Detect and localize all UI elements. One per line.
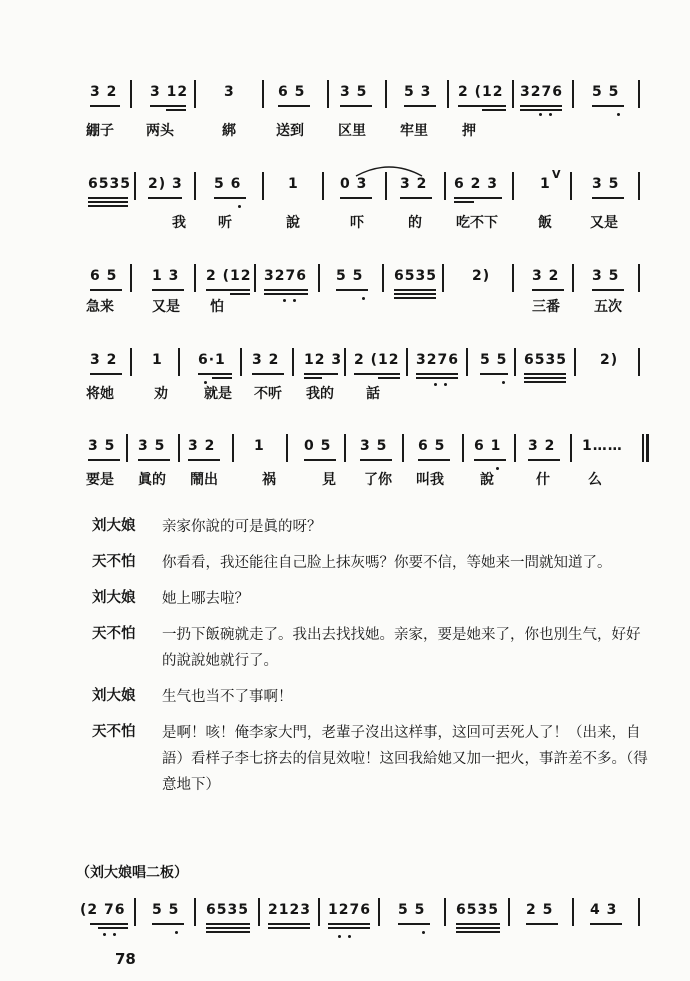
measure: 6535	[456, 902, 499, 918]
lyric-syllable: 祸	[262, 472, 276, 488]
measure: 5 5	[480, 352, 508, 368]
bar-line	[570, 172, 572, 200]
beam-underline	[264, 293, 308, 295]
bar-line	[638, 264, 640, 292]
beam-underline	[378, 377, 400, 379]
beam-underline	[456, 923, 500, 925]
lyrics-row-1	[86, 120, 646, 142]
dialogue-line	[92, 550, 652, 576]
beam-underline	[98, 927, 128, 929]
beam-underline	[90, 373, 122, 375]
measure: 6 5	[278, 84, 306, 100]
beam-underline	[278, 105, 310, 107]
octave-dot	[103, 933, 106, 936]
bar-line	[378, 898, 380, 926]
speaker-name: 天不怕	[92, 553, 136, 570]
beam-underline	[230, 293, 250, 295]
beam-underline	[394, 293, 436, 295]
measure: 1	[540, 176, 551, 192]
measure: 6 5	[90, 268, 118, 284]
beam-underline	[328, 927, 370, 929]
score-row-6	[76, 896, 648, 936]
bar-line	[262, 80, 264, 108]
beam-underline	[188, 459, 220, 461]
bar-line	[572, 264, 574, 292]
measure: 6·1	[198, 352, 226, 368]
bar-line	[318, 264, 320, 292]
measure: 6 2 3	[454, 176, 498, 192]
beam-underline	[88, 205, 128, 207]
lyric-syllable: 吓	[350, 215, 364, 231]
bar-line	[344, 348, 346, 376]
dialogue-text: 你看看，我还能往自己脸上抹灰嗎？你要不信，等她来一問就知道了。	[162, 555, 612, 571]
score-row-5	[82, 432, 647, 472]
dialogue-line	[92, 586, 652, 612]
measure: 3 2	[90, 84, 118, 100]
octave-dot	[549, 113, 552, 116]
octave-dot	[348, 935, 351, 938]
measure: 2)	[472, 268, 491, 284]
measure: 1	[254, 438, 265, 454]
measure: 5 5	[592, 84, 620, 100]
beam-underline	[454, 197, 502, 199]
beam-underline	[268, 923, 310, 925]
beam-underline	[206, 289, 250, 291]
measure: 2 5	[526, 902, 554, 918]
speaker-name: 天不怕	[92, 625, 136, 642]
lyric-syllable: 了你	[364, 472, 392, 488]
bar-line	[130, 80, 132, 108]
lyric-syllable: 又是	[152, 299, 180, 315]
bar-line	[292, 348, 294, 376]
lyric-syllable: 說	[480, 472, 494, 488]
bar-line	[444, 898, 446, 926]
beam-underline	[398, 923, 430, 925]
measure: 6 5	[418, 438, 446, 454]
beam-underline	[528, 459, 560, 461]
bar-line	[178, 348, 180, 376]
bar-line	[508, 898, 510, 926]
lyric-syllable: 綁	[222, 123, 236, 139]
lyric-syllable: 么	[588, 472, 602, 488]
beam-underline	[474, 459, 506, 461]
score-row-4	[82, 346, 647, 386]
beam-underline	[304, 377, 322, 379]
octave-dot	[175, 931, 178, 934]
bar-line	[462, 434, 464, 462]
bar-line	[572, 80, 574, 108]
bar-line	[514, 348, 516, 376]
lyric-syllable: 将她	[86, 386, 114, 402]
beam-underline	[88, 201, 128, 203]
bar-line	[232, 434, 234, 462]
bar-line	[130, 348, 132, 376]
octave-dot	[422, 931, 425, 934]
lyric-syllable: 五次	[594, 299, 622, 315]
bar-line	[240, 348, 242, 376]
bar-line	[447, 80, 449, 108]
beam-underline	[526, 923, 558, 925]
section-heading: （刘大娘唱二板）	[76, 865, 188, 881]
measure: 3 5	[592, 176, 620, 192]
bar-line	[322, 172, 324, 200]
lyric-syllable: 話	[366, 386, 380, 402]
beam-underline	[532, 289, 564, 291]
measure: 6535	[206, 902, 249, 918]
dialogue-text: 亲家你說的可是眞的呀？	[162, 519, 322, 535]
bar-line	[126, 434, 128, 462]
beam-underline	[336, 289, 368, 291]
speaker-name: 刘大娘	[92, 517, 136, 534]
beam-underline	[520, 105, 562, 107]
lyric-syllable: 押	[462, 123, 476, 139]
dialogue-text: 她上哪去啦？	[162, 591, 249, 607]
page-number: 78	[115, 950, 136, 968]
beam-underline	[304, 459, 336, 461]
measure: 3 5	[88, 438, 116, 454]
lyric-syllable: 我	[172, 215, 186, 231]
lyric-syllable: 飯	[538, 215, 552, 231]
bar-line	[444, 172, 446, 200]
lyric-syllable: 的	[408, 215, 422, 231]
measure: 3 2	[188, 438, 216, 454]
measure: 1……	[582, 438, 623, 454]
measure: 2) 3	[148, 176, 183, 192]
bar-line	[258, 898, 260, 926]
beam-underline	[148, 197, 182, 199]
measure: 5 5	[336, 268, 364, 284]
dialogue-text: 生气也当不了事啊！	[162, 689, 293, 705]
lyric-syllable: 区里	[338, 123, 366, 139]
beam-underline	[206, 927, 250, 929]
beam-underline	[88, 197, 128, 199]
bar-line	[638, 348, 640, 376]
measure: 1	[152, 352, 163, 368]
lyric-syllable: 要是	[86, 472, 114, 488]
beam-underline	[90, 923, 128, 925]
bar-line	[254, 264, 256, 292]
measure: 3276	[264, 268, 307, 284]
measure: 3 2	[400, 176, 428, 192]
bar-line	[638, 172, 640, 200]
beam-underline	[592, 105, 624, 107]
bar-line	[466, 348, 468, 376]
measure: 2)	[600, 352, 619, 368]
beam-underline	[394, 289, 436, 291]
beam-underline	[590, 923, 622, 925]
beam-underline	[360, 459, 392, 461]
measure: 6535	[88, 176, 131, 192]
dialogue-line	[92, 684, 652, 710]
lyric-syllable: 眞的	[138, 472, 166, 488]
octave-dot	[113, 933, 116, 936]
beam-underline	[90, 289, 122, 291]
octave-dot	[338, 935, 341, 938]
measure: 3 12	[150, 84, 189, 100]
measure: 1276	[328, 902, 371, 918]
beam-underline	[456, 931, 500, 933]
speaker-name: 刘大娘	[92, 687, 136, 704]
beam-underline	[418, 459, 450, 461]
bar-line	[134, 172, 136, 200]
lyric-syllable: 怕	[210, 299, 224, 315]
beam-underline	[166, 109, 186, 111]
lyrics-row-2	[86, 212, 646, 234]
measure: 6535	[524, 352, 567, 368]
beam-underline	[340, 105, 372, 107]
dialogue-line	[92, 720, 652, 798]
measure: 1 3	[152, 268, 180, 284]
bar-line	[286, 434, 288, 462]
bar-line	[638, 80, 640, 108]
lyric-syllable: 听	[218, 215, 232, 231]
measure: 4 3	[590, 902, 618, 918]
score-row-2	[82, 170, 647, 210]
bar-line	[512, 172, 514, 200]
measure: 5 5	[398, 902, 426, 918]
bar-line	[638, 898, 640, 926]
beam-underline	[456, 927, 500, 929]
bar-line	[344, 434, 346, 462]
lyric-syllable: 劝	[154, 386, 168, 402]
beam-underline	[400, 197, 432, 199]
score-row-1	[82, 78, 647, 118]
bar-line	[178, 434, 180, 462]
measure: 5 3	[404, 84, 432, 100]
lyric-syllable: 綳子	[86, 123, 114, 139]
beam-underline	[340, 197, 372, 199]
lyric-syllable: 送到	[276, 123, 304, 139]
bar-line	[194, 80, 196, 108]
beam-underline	[520, 109, 562, 111]
lyric-syllable: 什	[536, 472, 550, 488]
beam-underline	[416, 373, 458, 375]
measure: 6535	[394, 268, 437, 284]
measure: 2123	[268, 902, 311, 918]
beam-underline	[482, 109, 506, 111]
lyric-syllable: 牢里	[400, 123, 428, 139]
bar-line	[442, 264, 444, 292]
beam-underline	[206, 923, 250, 925]
bar-line	[514, 434, 516, 462]
bar-line	[194, 172, 196, 200]
measure: 3276	[520, 84, 563, 100]
slur-icon	[354, 164, 424, 178]
beam-underline	[198, 373, 232, 375]
measure: 3 5	[138, 438, 166, 454]
bar-line	[572, 898, 574, 926]
lyric-syllable: 說	[286, 215, 300, 231]
beam-underline	[88, 459, 120, 461]
lyric-syllable: 两头	[146, 123, 174, 139]
measure: 2 (12	[354, 352, 400, 368]
dialogue-line	[92, 622, 652, 674]
bar-line	[646, 434, 649, 462]
measure: 1	[288, 176, 299, 192]
beam-underline	[212, 377, 232, 379]
bar-line	[385, 80, 387, 108]
bar-line	[574, 348, 576, 376]
beam-underline	[328, 923, 370, 925]
measure: 12 3	[304, 352, 343, 368]
bar-line	[262, 172, 264, 200]
breath-mark: V	[552, 168, 562, 181]
measure: 3 2	[90, 352, 118, 368]
measure: 3 5	[592, 268, 620, 284]
beam-underline	[214, 197, 246, 199]
measure: 3 2	[528, 438, 556, 454]
bar-line	[382, 264, 384, 292]
beam-underline	[304, 373, 338, 375]
measure: 3 5	[340, 84, 368, 100]
bar-line	[194, 898, 196, 926]
beam-underline	[404, 105, 436, 107]
lyric-syllable: 見	[322, 472, 336, 488]
measure: 0 5	[304, 438, 332, 454]
beam-underline	[152, 289, 184, 291]
measure: 2 (12	[458, 84, 504, 100]
beam-underline	[416, 377, 458, 379]
measure: 2 (12	[206, 268, 252, 284]
lyric-syllable: 三番	[532, 299, 560, 315]
beam-underline	[454, 201, 474, 203]
beam-underline	[524, 373, 566, 375]
measure: 3 2	[252, 352, 280, 368]
lyric-syllable: 吃不下	[456, 215, 498, 231]
lyric-syllable: 叫我	[416, 472, 444, 488]
lyric-syllable: 又是	[590, 215, 618, 231]
bar-line	[327, 80, 329, 108]
bar-line	[194, 264, 196, 292]
measure: 3276	[416, 352, 459, 368]
octave-dot	[238, 205, 241, 208]
lyrics-row-5	[86, 469, 646, 491]
beam-underline	[138, 459, 170, 461]
beam-underline	[592, 289, 624, 291]
beam-underline	[206, 931, 250, 933]
bar-line	[406, 348, 408, 376]
beam-underline	[90, 105, 120, 107]
bar-line	[402, 434, 404, 462]
beam-underline	[524, 377, 566, 379]
measure: 5 6	[214, 176, 242, 192]
beam-underline	[150, 105, 186, 107]
bar-line	[318, 898, 320, 926]
beam-underline	[268, 927, 310, 929]
bar-line	[570, 434, 572, 462]
speaker-name: 刘大娘	[92, 589, 136, 606]
measure: 3 5	[360, 438, 388, 454]
lyric-syllable: 鬧出	[190, 472, 218, 488]
bar-line	[512, 264, 514, 292]
beam-underline	[152, 923, 184, 925]
beam-underline	[592, 197, 624, 199]
bar-line	[134, 898, 136, 926]
beam-underline	[264, 289, 308, 291]
measure: 3 2	[532, 268, 560, 284]
beam-underline	[252, 373, 284, 375]
measure: 5 5	[152, 902, 180, 918]
octave-dot	[539, 113, 542, 116]
measure: 6 1	[474, 438, 502, 454]
lyric-syllable: 不听	[254, 386, 282, 402]
lyric-syllable: 我的	[306, 386, 334, 402]
lyric-syllable: 就是	[204, 386, 232, 402]
dialogue-text: 一扔下飯碗就走了。我出去找找她。亲家，要是她来了，你也別生气，好好的說說她就行了。	[162, 627, 641, 669]
beam-underline	[354, 373, 400, 375]
lyrics-row-4	[86, 383, 646, 405]
bar-line	[130, 264, 132, 292]
lyric-syllable: 急来	[86, 299, 114, 315]
speaker-name: 天不怕	[92, 723, 136, 740]
octave-dot	[617, 113, 620, 116]
beam-underline	[480, 373, 508, 375]
measure: 0 3	[340, 176, 368, 192]
measure: (2 76	[80, 902, 126, 918]
dialogue-line	[92, 514, 652, 540]
lyrics-row-3	[86, 296, 646, 318]
beam-underline	[458, 105, 506, 107]
bar-line	[512, 80, 514, 108]
dialogue-text: 是啊！咳！俺李家大門，老輩子沒出这样事，这回可丟死人了！（出来，自語）看样子李七挤去的信見效啦！这回我給她又加一把火，事許差不多。（得意地下）	[162, 725, 648, 793]
bar-line	[642, 434, 644, 462]
dialogue-block	[92, 514, 652, 808]
measure: 3	[224, 84, 235, 100]
